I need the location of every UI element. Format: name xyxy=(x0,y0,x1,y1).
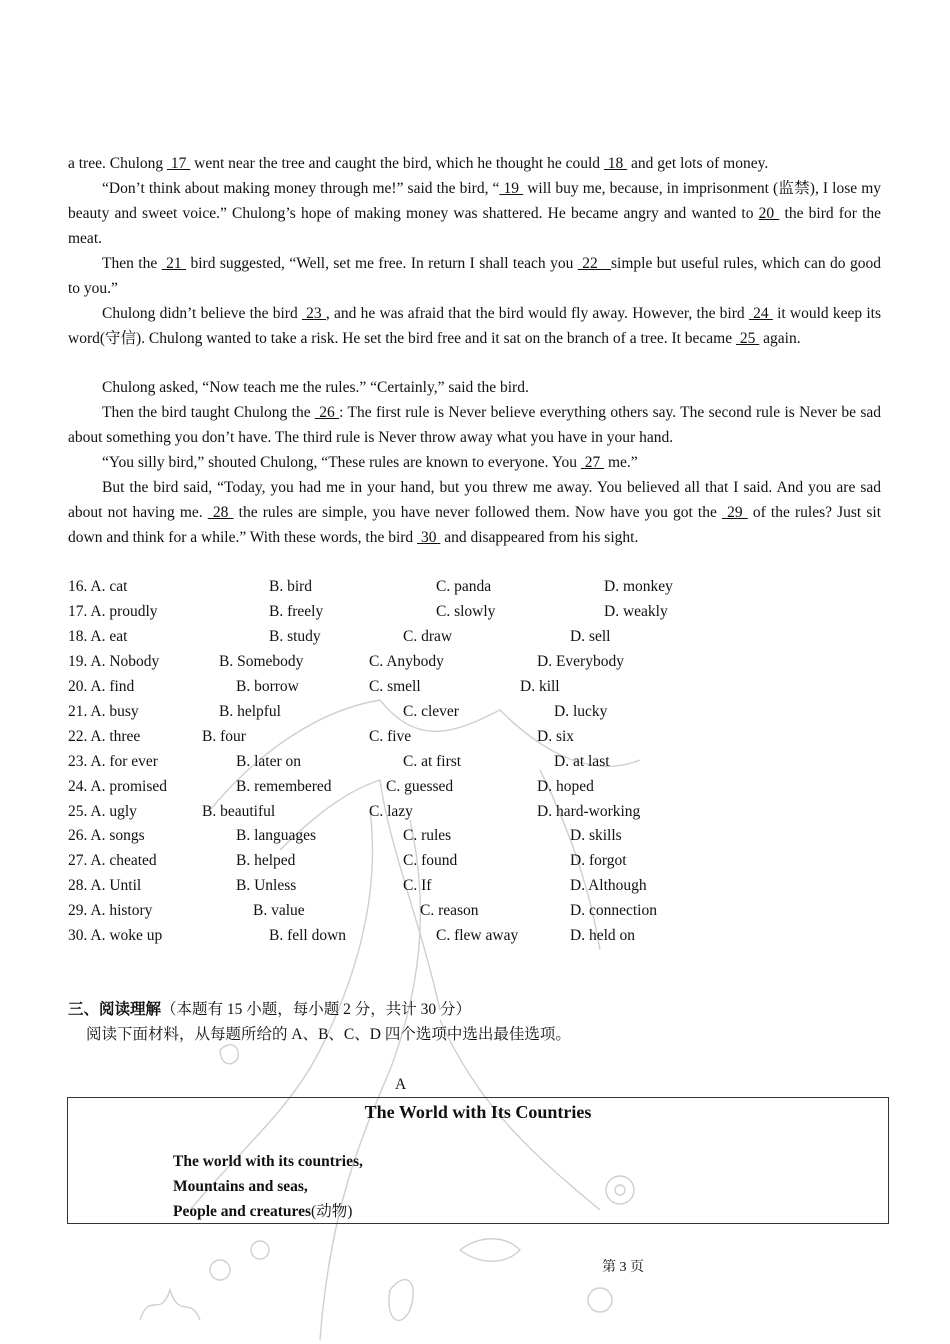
option-19-c: C. Anybody xyxy=(369,653,444,670)
option-30-a: 30. A. woke up xyxy=(68,927,163,944)
part-label: A xyxy=(395,1076,407,1093)
option-20-a: 20. A. find xyxy=(68,678,135,695)
option-20-b: B. borrow xyxy=(236,678,299,695)
option-21-c: C. clever xyxy=(403,703,459,720)
option-16-c: C. panda xyxy=(436,578,492,595)
option-23-b: B. later on xyxy=(236,753,301,770)
passage-paragraph-1: a tree. Chulong 17 went near the tree and caught the bird, which he thought he could 18 and get lots of money. xyxy=(68,155,769,172)
option-21-a: 21. A. busy xyxy=(68,703,139,720)
poem-line-2: Mountains and seas, xyxy=(173,1178,308,1195)
fish-1 xyxy=(460,1239,520,1262)
blank-22: 22 xyxy=(577,255,612,272)
option-18-a: 18. A. eat xyxy=(68,628,128,645)
option-29-d: D. connection xyxy=(570,902,657,919)
option-27-b: B. helped xyxy=(236,852,296,869)
option-25-a: 25. A. ugly xyxy=(68,803,137,820)
option-23-a: 23. A. for ever xyxy=(68,753,158,770)
blank-24: 24 xyxy=(748,305,773,322)
option-19-d: D. Everybody xyxy=(537,653,624,670)
option-23-c: C. at first xyxy=(403,753,462,770)
option-18-d: D. sell xyxy=(570,628,611,645)
blank-30: 30 xyxy=(417,529,441,546)
passage-paragraph-2: “Don’t think about making money through me!” said the bird, “ 19 will buy me, because, in imprisonment (监禁), I lose my beauty and sweet voice.” Chulong’s hope of making money was shattered. He became angry and wanted to 20 the bird for the meat. xyxy=(68,180,882,247)
option-20-c: C. smell xyxy=(369,678,421,695)
poem-line-3: People and creatures(动物) xyxy=(173,1203,353,1220)
blank-25: 25 xyxy=(736,330,760,347)
option-28-c: C. If xyxy=(403,877,432,894)
flower-4 xyxy=(251,1241,269,1259)
option-30-b: B. fell down xyxy=(269,927,347,944)
blank-19: 19 xyxy=(499,180,524,197)
poem-line-1: The world with its countries, xyxy=(173,1153,363,1170)
option-18-c: C. draw xyxy=(403,628,453,645)
passage-paragraph-4: Chulong didn’t believe the bird 23 , and he was afraid that the bird would fly away. However, the bird 24 it would keep its word(守信). Chulong wanted to take a risk. He set the bird free and it sat on the branch of a tree. It became 25 again. xyxy=(68,305,882,347)
option-20-d: D. kill xyxy=(520,678,560,695)
option-22-c: C. five xyxy=(369,728,412,745)
section-3-instruction: 阅读下面材料，从每题所给的 A、B、C、D 四个选项中选出最佳选项。 xyxy=(86,1026,571,1043)
fish-2 xyxy=(389,1280,413,1321)
section-3-title: 三、阅读理解 xyxy=(68,1001,162,1018)
option-24-c: C. guessed xyxy=(386,778,454,795)
option-26-d: D. skills xyxy=(570,827,622,844)
blank-20: 20 xyxy=(758,205,780,222)
option-19-b: B. Somebody xyxy=(219,653,304,670)
option-24-b: B. remembered xyxy=(236,778,332,795)
option-18-b: B. study xyxy=(269,628,321,645)
option-19-a: 19. A. Nobody xyxy=(68,653,160,670)
bird-sketch xyxy=(220,1045,238,1064)
passage-paragraph-8: But the bird said, “Today, you had me in your hand, but you threw me away. You believed all that I said. And you are sad about not having me. 28 the rules are simple, you have never followed them. Now have you got the 29 of the rules? Just sit down and think for a while.” With these words, the bird 30 and disappeared from his sight. xyxy=(68,479,882,546)
blank-26: 26 xyxy=(314,404,340,421)
section-3-heading xyxy=(68,997,471,1022)
option-30-d: D. held on xyxy=(570,927,636,944)
blank-29: 29 xyxy=(721,504,748,521)
option-30-c: C. flew away xyxy=(436,927,519,944)
option-27-a: 27. A. cheated xyxy=(68,852,157,869)
passage-paragraph-6: Then the bird taught Chulong the 26 : The first rule is Never believe everything others say. The second rule is Never be sad about something you don’t have. The third rule is Never throw away what you have in your hand. xyxy=(68,404,881,446)
option-26-c: C. rules xyxy=(403,827,452,844)
option-29-c: C. reason xyxy=(420,902,479,919)
option-22-a: 22. A. three xyxy=(68,728,141,745)
option-25-b: B. beautiful xyxy=(202,803,276,820)
option-29-b: B. value xyxy=(253,902,305,919)
option-27-c: C. found xyxy=(403,852,458,869)
blank-18: 18 xyxy=(603,155,628,172)
option-23-d: D. at last xyxy=(554,753,610,770)
option-25-c: C. lazy xyxy=(369,803,413,820)
option-22-b: B. four xyxy=(202,728,246,745)
poem-box xyxy=(67,1097,889,1224)
blank-21: 21 xyxy=(161,255,187,272)
page-number: 第 3 页 xyxy=(602,1260,644,1275)
option-27-d: D. forgot xyxy=(570,852,627,869)
option-24-d: D. hoped xyxy=(537,778,594,795)
option-16-d: D. monkey xyxy=(604,578,673,595)
option-24-a: 24. A. promised xyxy=(68,778,168,795)
option-22-d: D. six xyxy=(537,728,575,745)
blank-27: 27 xyxy=(580,454,605,471)
passage-paragraph-5: Chulong asked, “Now teach me the rules.” “Certainly,” said the bird. xyxy=(102,379,529,396)
blank-23: 23 xyxy=(301,305,326,322)
option-21-b: B. helpful xyxy=(219,703,281,720)
option-17-c: C. slowly xyxy=(436,603,496,620)
option-25-d: D. hard-working xyxy=(537,803,641,820)
option-21-d: D. lucky xyxy=(554,703,608,720)
option-29-a: 29. A. history xyxy=(68,902,153,919)
option-16-a: 16. A. cat xyxy=(68,578,128,595)
option-26-b: B. languages xyxy=(236,827,317,844)
passage-paragraph-3: Then the 21 bird suggested, “Well, set me free. In return I shall teach you 22 simple but useful rules, which can do good to you.” xyxy=(68,255,881,297)
option-28-a: 28. A. Until xyxy=(68,877,142,894)
poem-title: The World with Its Countries xyxy=(364,1102,592,1122)
option-28-b: B. Unless xyxy=(236,877,297,894)
flower-2 xyxy=(588,1288,612,1312)
option-17-d: D. weakly xyxy=(604,603,668,620)
grass xyxy=(140,1290,200,1320)
flower-3 xyxy=(210,1260,230,1280)
option-17-b: B. freely xyxy=(269,603,324,620)
option-17-a: 17. A. proudly xyxy=(68,603,158,620)
blank-28: 28 xyxy=(207,504,234,521)
option-28-d: D. Although xyxy=(570,877,647,894)
section-3-scoring: （本题有 15 小题，每小题 2 分，共计 30 分） xyxy=(161,1001,472,1018)
option-16-b: B. bird xyxy=(269,578,313,595)
passage-paragraph-7: “You silly bird,” shouted Chulong, “These rules are known to everyone. You 27 me.” xyxy=(102,454,638,471)
blank-17: 17 xyxy=(167,155,191,172)
option-26-a: 26. A. songs xyxy=(68,827,145,844)
